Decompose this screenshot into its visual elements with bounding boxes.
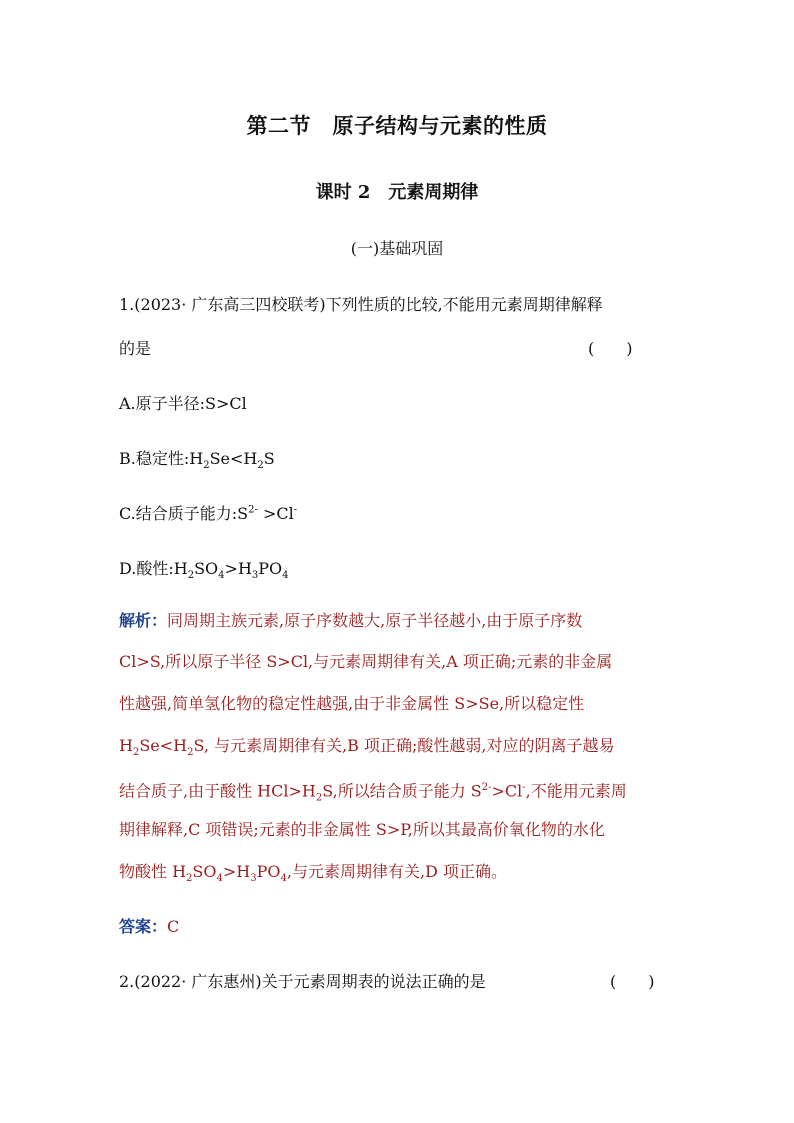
question-1-stem-line2: 的是 bbox=[119, 339, 152, 358]
option-c: C.结合质子能力$:S^{2-} >Cl^-$ bbox=[119, 504, 298, 523]
page-title: 第二节 原子结构与元素的性质 bbox=[246, 113, 548, 138]
option-a: A.原子半径:S>Cl bbox=[119, 394, 247, 413]
question-2-stem: 2.(2022· 广东惠州)关于元素周期表的说法正确的是 bbox=[119, 972, 486, 991]
question-2-answer-blank: ( ) bbox=[610, 972, 655, 991]
analysis-line-3: 性越强,简单氢化物的稳定性越强,由于非金属性 S>Se,所以稳定性 bbox=[119, 694, 585, 713]
option-d: D.酸性$:H_2SO_4>H_3PO_4$ bbox=[119, 559, 289, 582]
analysis-line-4: $H_2Se<H_2S$, 与元素周期律有关,B 项正确;酸性越弱,对应的阴离子越易 bbox=[119, 736, 615, 759]
analysis-line-2: Cl>S,所以原子半径 S>Cl,与元素周期律有关,A 项正确;元素的非金属 bbox=[119, 652, 613, 671]
analysis-line-6: 期律解释,C 项错误;元素的非金属性 S>P,所以其最高价氧化物的水化 bbox=[119, 820, 605, 839]
analysis-line-5: 结合质子,由于酸性 $HCl>H_2S$,所以结合质子能力 $S^{2-}>Cl^-$,不能用元素周 bbox=[119, 781, 627, 804]
analysis-line-7: 物酸性 $H_2SO_4>H_3PO_4$,与元素周期律有关,D 项正确。 bbox=[119, 862, 507, 885]
analysis-line-1: 解析：同周期主族元素,原子序数越大,原子半径越小,由于原子序数 bbox=[119, 611, 583, 630]
answer-line: 答案：C bbox=[119, 917, 180, 936]
question-1-stem-line1: 1.(2023· 广东高三四校联考)下列性质的比较,不能用元素周期律解释 bbox=[119, 295, 603, 314]
section-heading: (一)基础巩固 bbox=[350, 239, 444, 258]
answer-value: C bbox=[167, 917, 180, 936]
lesson-subtitle: 课时 2 元素周期律 bbox=[315, 182, 479, 203]
answer-label: 答案 bbox=[119, 917, 152, 936]
option-b: B.稳定性$:H_2Se<H_2S$ bbox=[119, 449, 275, 472]
analysis-label: 解析 bbox=[119, 611, 152, 630]
question-1-answer-blank: ( ) bbox=[588, 339, 633, 358]
